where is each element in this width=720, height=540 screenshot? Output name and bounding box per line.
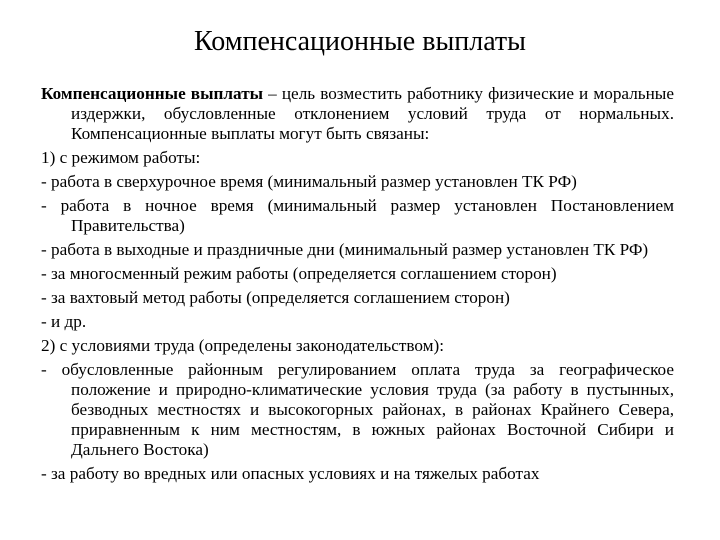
intro-term: Компенсационные выплаты — [41, 84, 264, 103]
list-item: - работа в ночное время (минимальный размер установлен Постановлением Правительства) — [41, 196, 674, 235]
list-item: 1) с режимом работы: — [41, 148, 201, 167]
slide-body — [41, 84, 674, 484]
list-item: 2) с условиями труда (определены законодательством): — [41, 336, 444, 355]
list-item: - работа в выходные и праздничные дни (минимальный размер установлен ТК РФ) — [41, 240, 649, 259]
list-item: - обусловленные районным регулированием оплата труда за географическое положение и природно-климатические условия труда (за работу в пустынных, безводных местностях и высокогорных районах, в районах Крайнего Севера, приравненным к ним местностям, в южных районах Восточной Сибири и Дальнего Востока) — [41, 360, 674, 459]
list-item: - и др. — [41, 312, 87, 331]
list-item: - за многосменный режим работы (определяется соглашением сторон) — [41, 264, 557, 283]
intro-text: – цель возместить работнику физические и моральные издержки, обусловленные отклонением условий труда от нормальных. Компенсационные выплаты могут быть связаны: — [71, 84, 674, 143]
list-item: - за работу во вредных или опасных условиях и на тяжелых работах — [41, 464, 540, 483]
slide-title: Компенсационные выплаты — [194, 26, 526, 57]
list-item: - работа в сверхурочное время (минимальный размер установлен ТК РФ) — [41, 172, 577, 191]
list-item: - за вахтовый метод работы (определяется соглашением сторон) — [41, 288, 510, 307]
intro-paragraph — [41, 84, 674, 144]
